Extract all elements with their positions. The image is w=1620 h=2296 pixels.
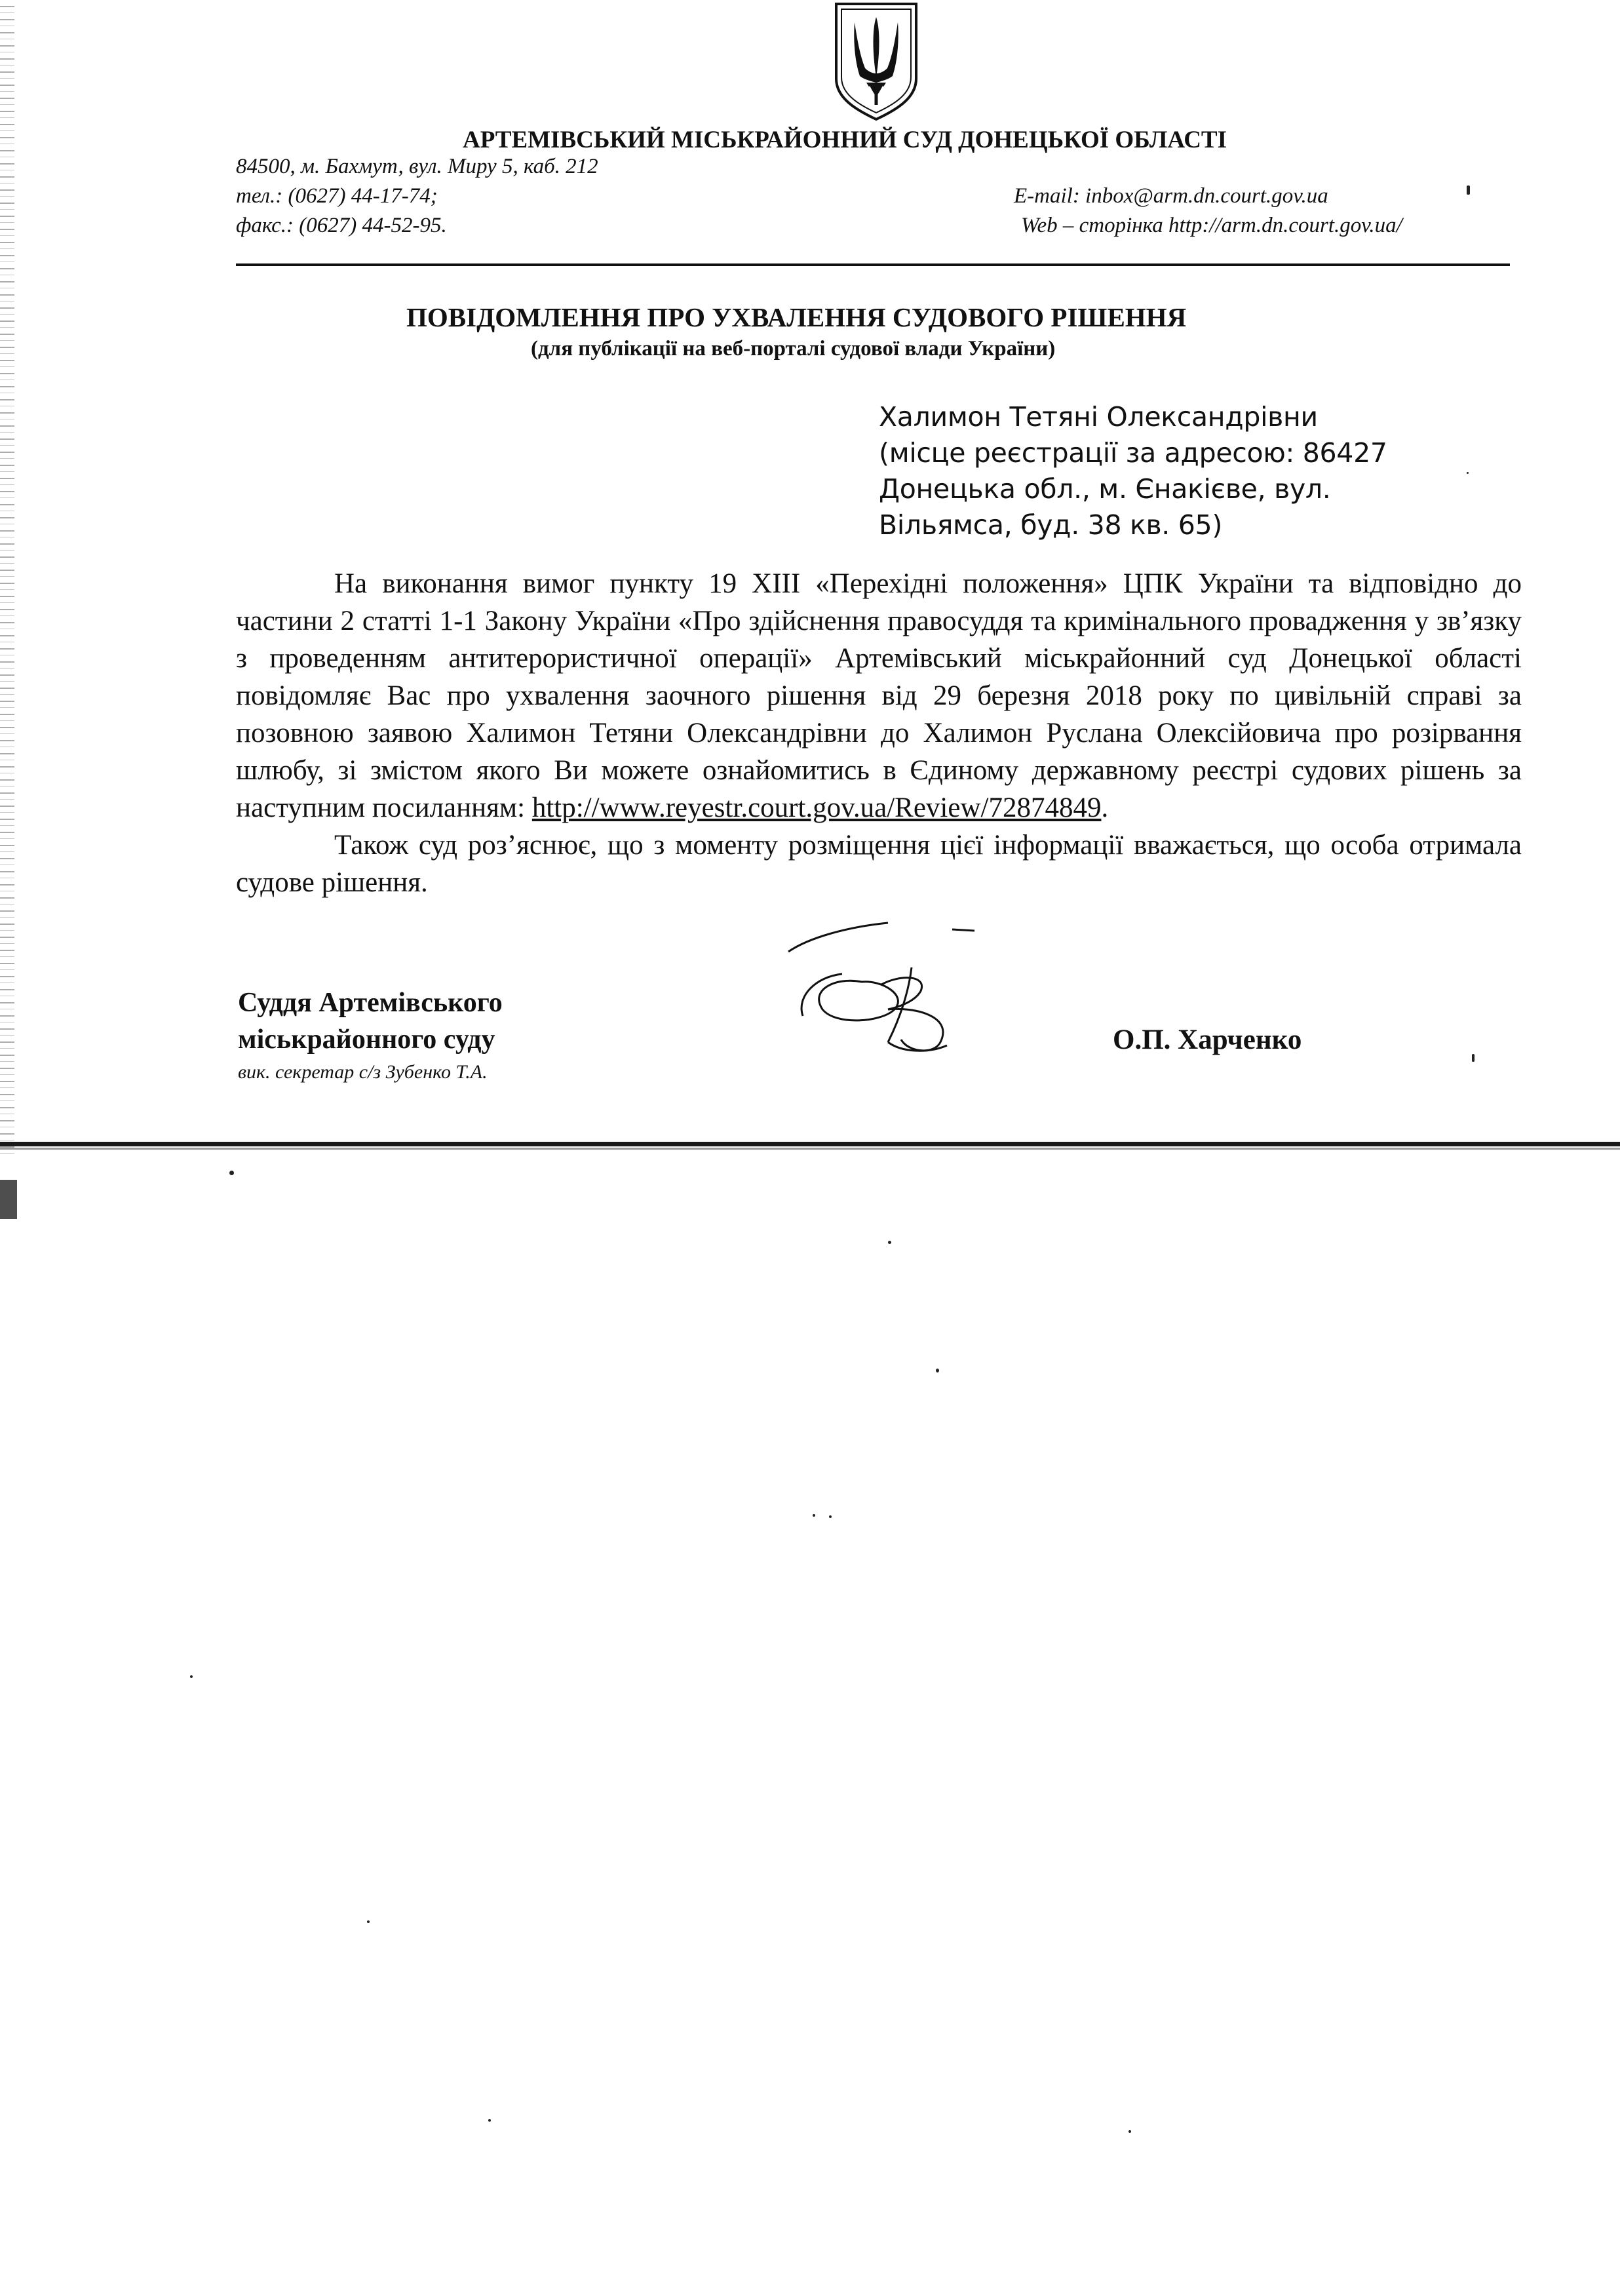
court-fax: факс.: (0627) 44-52-95. [236, 214, 447, 237]
scan-speck [813, 1514, 815, 1517]
scan-speck [829, 1515, 832, 1518]
handwritten-signature [783, 911, 980, 1068]
scan-speck [888, 1241, 891, 1244]
scan-edge-artifact [0, 0, 14, 1154]
notice-subtitle: (для публікації на веб-порталі судової влади України) [531, 337, 1056, 360]
notice-title: ПОВІДОМЛЕННЯ ПРО УХВАЛЕННЯ СУДОВОГО РІШЕННЯ [406, 302, 1187, 332]
executor-note: вик. секретар с/з Зубенко Т.А. [238, 1061, 488, 1083]
court-email: E-mail: inbox@arm.dn.court.gov.ua [1014, 184, 1328, 208]
court-address: 84500, м. Бахмут, вул. Миру 5, каб. 212 [236, 155, 598, 178]
scan-speck [1467, 185, 1470, 195]
judge-name: О.П. Харченко [1113, 1024, 1302, 1055]
header-divider [236, 263, 1510, 266]
scan-speck [229, 1171, 234, 1175]
body-paragraph [236, 565, 1522, 827]
addressee-line: (місце реєстрації за адресою: 86427 [879, 437, 1387, 469]
notice-body [236, 565, 1522, 901]
scan-speck [1128, 2130, 1131, 2133]
scan-speck [1472, 1054, 1475, 1062]
body-paragraph-end: . [1101, 792, 1109, 823]
scan-speck [936, 1369, 939, 1372]
addressee-line: Халимон Тетяні Олександрівни [879, 401, 1318, 433]
court-name: АРТЕМІВСЬКИЙ МІСЬКРАЙОННИЙ СУД ДОНЕЦЬКОЇ ОБЛАСТІ [463, 126, 1227, 153]
scan-speck [1467, 472, 1469, 474]
fold-line [0, 1148, 1620, 1150]
scan-speck [488, 2119, 491, 2122]
body-paragraph-text: На виконання вимог пункту 19 XIII «Перехідні положення» ЦПК України та відповідно до частини 2 статті 1-1 Закону України «Про здійснення правосуддя та кримінального провадження у зв’язку з проведенням антитерористичної операції» Артемівський міськрайонний суд Донецької області повідомляє Вас про ухвалення заочного рішення від 29 березня 2018 року по цивільній справі за позовною заявою Халимон Тетяни Олександрівни до Халимон Руслана Олексійовича про розірвання шлюбу, зі змістом якого Ви можете ознайомитись в Єдиному державному реєстрі судових рішень за наступним посиланням: [236, 568, 1522, 823]
court-phone: тел.: (0627) 44-17-74; [236, 184, 438, 208]
coat-of-arms-icon [827, 0, 925, 123]
body-paragraph: Також суд роз’яснює, що з моменту розміщення цієї інформації вважається, що особа отримала судове рішення. [236, 830, 1522, 898]
judge-title-line2: міськрайонного суду [238, 1024, 495, 1055]
scan-speck [190, 1675, 193, 1678]
court-website: Web – сторінка http://arm.dn.court.gov.ua/ [1021, 214, 1402, 237]
fold-line [0, 1142, 1620, 1146]
registry-link[interactable]: http://www.reyestr.court.gov.ua/Review/72874849 [531, 792, 1102, 823]
addressee-line: Донецька обл., м. Єнакієве, вул. [879, 473, 1331, 505]
scan-edge-artifact [0, 1180, 17, 1219]
scan-speck [367, 1920, 370, 1923]
judge-title-line1: Суддя Артемівського [238, 988, 503, 1018]
addressee-line: Вільямса, буд. 38 кв. 65) [879, 509, 1223, 541]
